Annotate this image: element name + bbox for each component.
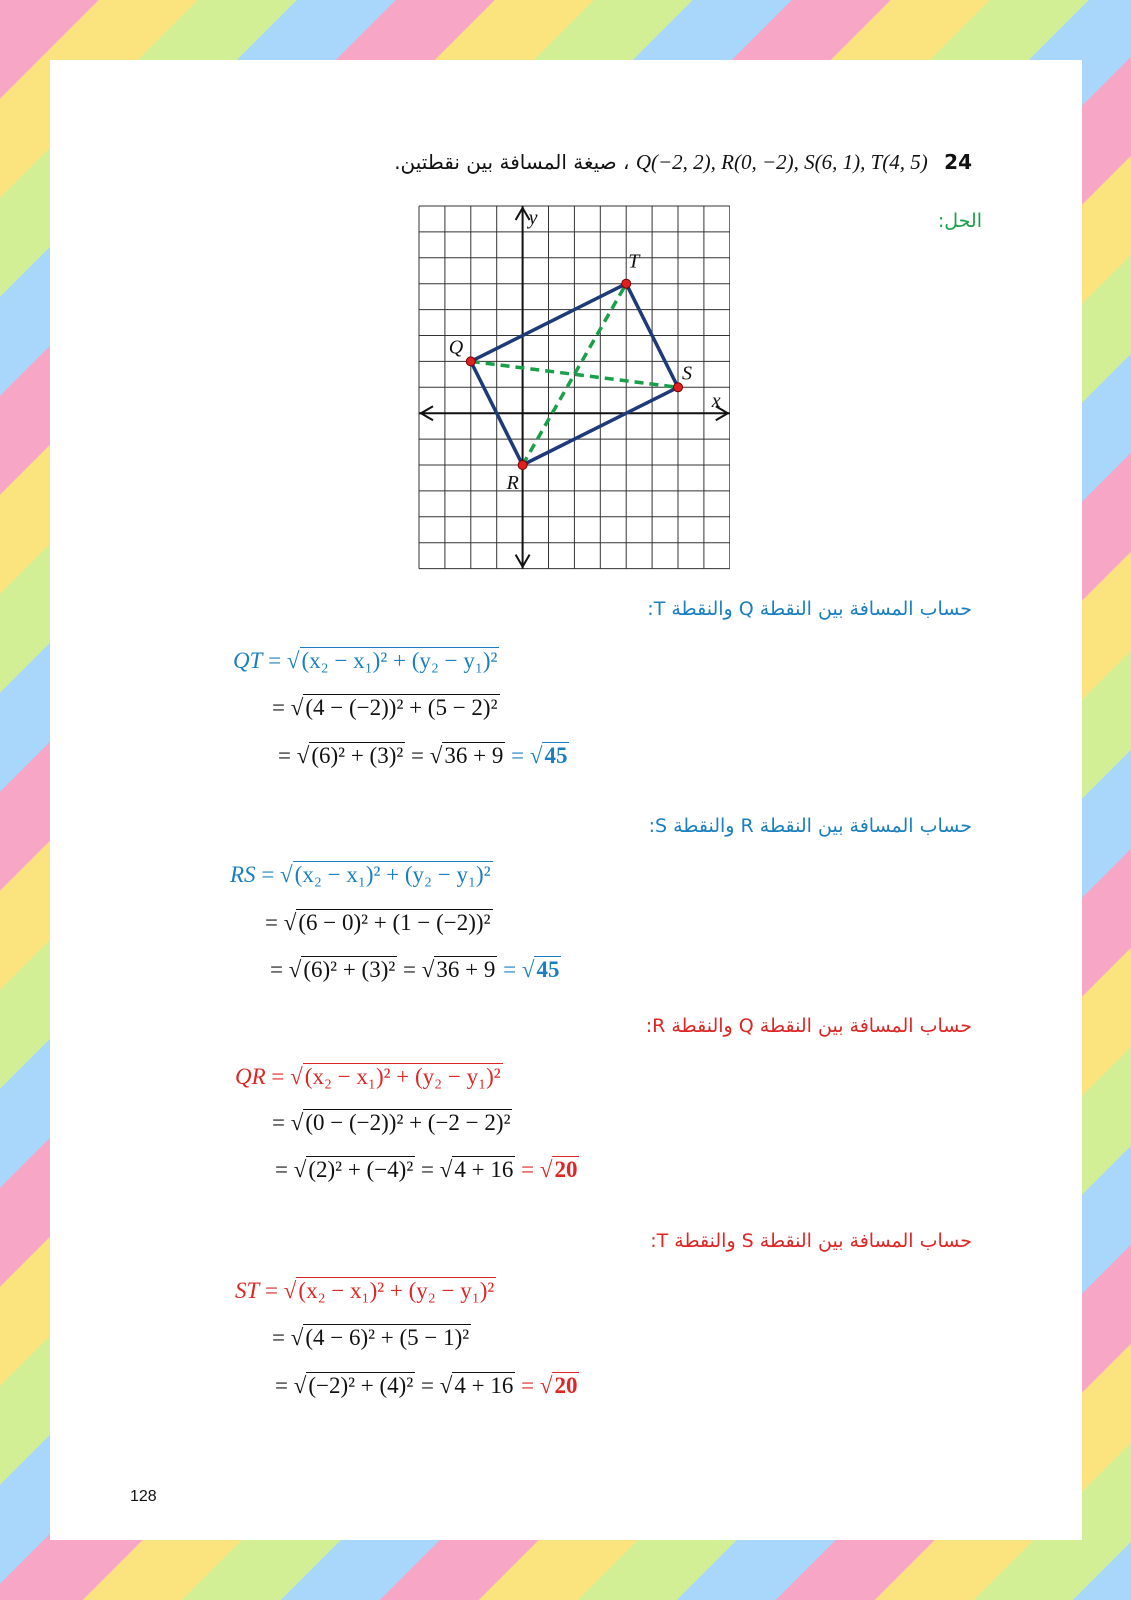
rs-substitution: (6 − 0)² + (1 − (−2))² bbox=[298, 910, 491, 935]
solution-label: الحل: bbox=[937, 210, 982, 232]
qt-simplified: (6)² + (3)² bbox=[311, 743, 404, 768]
qt-lhs: QT bbox=[233, 648, 263, 673]
point-r bbox=[518, 461, 527, 470]
heading-rs: حساب المسافة بين النقطة R والنقطة S: bbox=[648, 815, 972, 837]
point-q bbox=[466, 357, 475, 366]
label-s: S bbox=[682, 362, 692, 385]
grid bbox=[419, 206, 730, 569]
qr-formula: (x₂ − x₁)² + (y₂ − y₁)² bbox=[304, 1064, 501, 1089]
rs-line-1: RS = √(x₂ − x₁)² + (y₂ − y₁)² bbox=[230, 862, 491, 887]
rs-formula: (x₂ − x₁)² + (y₂ − y₁)² bbox=[294, 862, 491, 887]
qt-result: 45 bbox=[544, 743, 568, 768]
qt-line-1: QT = √(x₂ − x₁)² + (y₂ − y₁)² bbox=[233, 648, 498, 673]
rs-simplified: (6)² + (3)² bbox=[303, 957, 396, 982]
qr-line-1: QR = √(x₂ − x₁)² + (y₂ − y₁)² bbox=[235, 1064, 501, 1089]
qr-result: 20 bbox=[554, 1157, 578, 1182]
rs-result: 45 bbox=[536, 957, 560, 982]
vertex-labels bbox=[449, 251, 692, 494]
heading-qr: حساب المسافة بين النقطة Q والنقطة R: bbox=[645, 1015, 972, 1037]
rs-line-3: = √(6)² + (3)² = √36 + 9 = √45 bbox=[270, 957, 560, 982]
coordinate-graph bbox=[418, 205, 730, 570]
rs-lhs: RS bbox=[230, 862, 256, 887]
label-q: Q bbox=[448, 336, 464, 359]
st-line-2: = √(4 − 6)² + (5 − 1)² bbox=[272, 1325, 470, 1350]
qt-line-2: = √(4 − (−2))² + (5 − 2)² bbox=[272, 695, 498, 720]
y-axis-label: y bbox=[528, 207, 538, 229]
label-t: T bbox=[628, 250, 640, 273]
qt-substitution: (4 − (−2))² + (5 − 2)² bbox=[305, 695, 498, 720]
st-sum: 4 + 16 bbox=[454, 1373, 514, 1398]
page bbox=[50, 60, 1082, 1540]
qr-lhs: QR bbox=[235, 1064, 266, 1089]
st-line-3: = √(−2)² + (4)² = √4 + 16 = √20 bbox=[275, 1373, 578, 1398]
problem-points: Q(−2, 2), R(0, −2), S(6, 1), T(4, 5) bbox=[635, 150, 928, 174]
page-number: 128 bbox=[130, 1488, 157, 1505]
qr-line-2: = √(0 − (−2))² + (−2 − 2)² bbox=[272, 1110, 511, 1135]
qt-formula: (x₂ − x₁)² + (y₂ − y₁)² bbox=[301, 648, 498, 673]
x-axis-label: x bbox=[711, 390, 721, 413]
problem-statement bbox=[394, 150, 972, 175]
qr-substitution: (0 − (−2))² + (−2 − 2)² bbox=[305, 1110, 511, 1135]
qr-line-3: = √(2)² + (−4)² = √4 + 16 = √20 bbox=[275, 1157, 578, 1182]
qt-sum: 36 + 9 bbox=[444, 743, 504, 768]
st-result: 20 bbox=[554, 1373, 578, 1398]
rs-line-2: = √(6 − 0)² + (1 − (−2))² bbox=[265, 910, 491, 935]
heading-st: حساب المسافة بين النقطة S والنقطة T: bbox=[650, 1230, 972, 1252]
qr-simplified: (2)² + (−4)² bbox=[308, 1157, 414, 1182]
st-simplified: (−2)² + (4)² bbox=[308, 1373, 414, 1398]
problem-instruction: ، صيغة المسافة بين نقطتين. bbox=[394, 150, 630, 174]
st-formula: (x₂ − x₁)² + (y₂ − y₁)² bbox=[298, 1278, 495, 1303]
st-substitution: (4 − 6)² + (5 − 1)² bbox=[305, 1325, 470, 1350]
point-t bbox=[622, 279, 631, 288]
qt-line-3: = √(6)² + (3)² = √36 + 9 = √45 bbox=[278, 743, 568, 768]
problem-number: 24 bbox=[944, 150, 972, 174]
label-r: R bbox=[506, 472, 519, 494]
st-line-1: ST = √(x₂ − x₁)² + (y₂ − y₁)² bbox=[235, 1278, 495, 1303]
heading-qt: حساب المسافة بين النقطة Q والنقطة T: bbox=[647, 598, 972, 620]
qr-sum: 4 + 16 bbox=[454, 1157, 514, 1182]
rs-sum: 36 + 9 bbox=[436, 957, 496, 982]
st-lhs: ST bbox=[235, 1278, 260, 1303]
